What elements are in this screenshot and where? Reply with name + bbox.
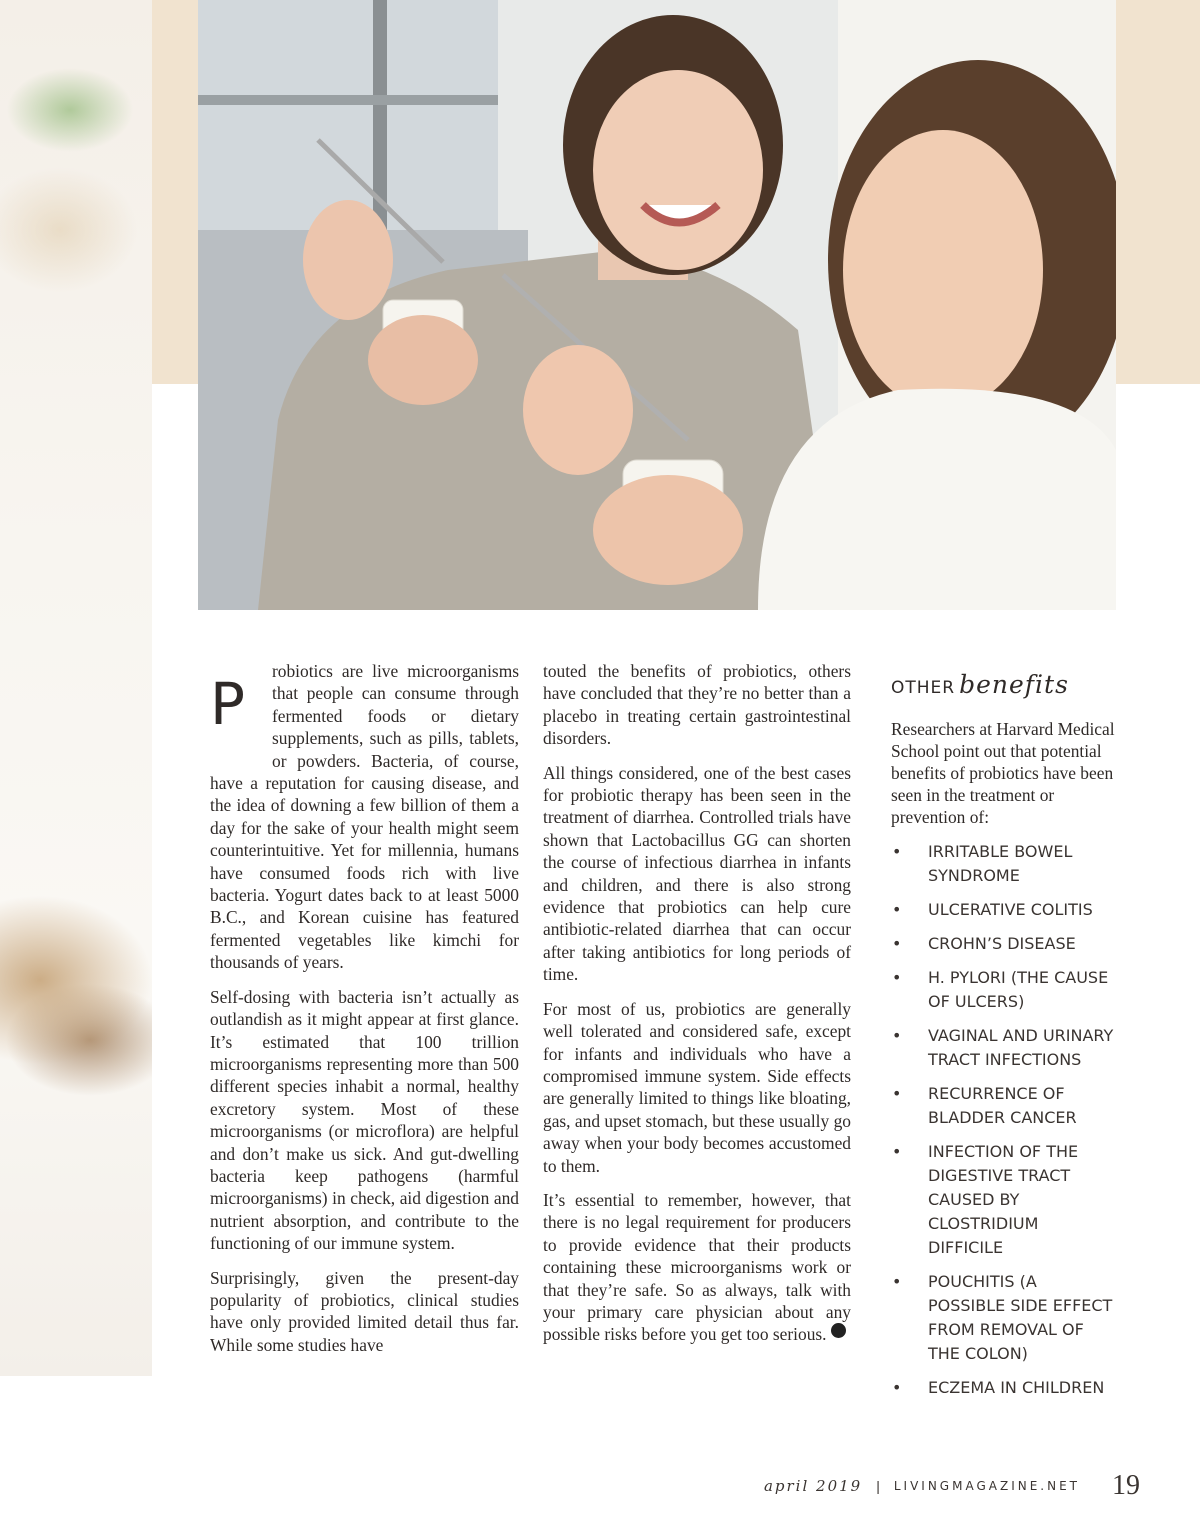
article-paragraph: Surprisingly, given the present-day popularity of probiotics, clinical studies have only provided limited detail thus far. While some studies have [210, 1267, 519, 1355]
sidebar-intro: Researchers at Harvard Medical School point out that potential benefits of probiotics have been seen in the treatment or prevention of: [891, 719, 1115, 827]
article-paragraph: For most of us, probiotics are generally well tolerated and considered safe, except for infants and individuals who have a compromised immune system. Side effects are generally limited to things like bloating, gas, and upset stomach, but these usually go away when your body becomes accustomed to them. [543, 998, 851, 1176]
bullet-icon: • [892, 900, 902, 919]
bullet-icon: • [892, 842, 902, 861]
bullet-icon: • [892, 1026, 902, 1045]
drop-cap: P [210, 670, 245, 738]
list-item: • ECZEMA IN CHILDREN [891, 1376, 1117, 1400]
sidebar-other-benefits [891, 668, 1117, 1410]
bullet-icon: • [892, 1084, 902, 1103]
list-item: • INFECTION OF THE DIGESTIVE TRACT CAUSED BY CLOSTRIDIUM DIFFICILE [892, 1142, 1079, 1257]
list-item: • RECURRENCE OF BLADDER CANCER [892, 1084, 1077, 1127]
page-footer [764, 1466, 1140, 1506]
article-paragraph: P robiotics are live microorganisms that people can consume through fermented foods or dietary supplements, such as pills, tablets, or powders. Bacteria, of course, have a reputation for causing disease, and the idea of downing a few billion of them a day for the sake of your health might seem counterintuitive. Yet for millennia, humans have consumed foods rich with live bacteria. Yogurt dates back to at least 5000 B.C., and Korean cuisine has featured fermented vegetables like kimchi for thousands of years. [210, 661, 519, 973]
article-paragraph: All things considered, one of the best cases for probiotic therapy has been seen in the treatment of diarrhea. Controlled trials have shown that Lactobacillus GG can shorten the course of infectious diarrhea in infants and children, and there is also strong evidence that probiotics can help cure antibiotic-related diarrhea that can occur after taking antibiotics for long periods of time. [543, 762, 851, 985]
end-mark-icon [831, 1323, 846, 1338]
bullet-icon: • [892, 1142, 902, 1161]
list-item: • POUCHITIS (A POSSIBLE SIDE EFFECT FROM REMOVAL OF THE COLON) [892, 1272, 1113, 1363]
article-column-1 [210, 660, 519, 1368]
article-paragraph: Self-dosing with bacteria isn’t actually as outlandish as it might appear at first glance. It’s estimated that 100 trillion microorganisms representing more than 500 different species inhabit a normal, healthy excretory system. Most of these microorganisms (or microflora) are helpful and don’t make us sick. And gut-dwelling bacteria keep pathogens (harmful microorganisms) in check, aid digestion and nutrient absorption, and contribute to the functioning of our immune system. [210, 986, 519, 1254]
sidebar-heading: OTHER benefits [891, 670, 1069, 699]
list-item: • CROHN’S DISEASE [891, 932, 1117, 956]
footer-separator: | [876, 1478, 880, 1494]
bullet-icon: • [892, 1272, 902, 1291]
bullet-icon: • [892, 968, 902, 987]
site-url: LIVINGMAGAZINE.NET [893, 1479, 1080, 1493]
benefits-list [891, 840, 1117, 1400]
list-item: • H. PYLORI (THE CAUSE OF ULCERS) [892, 968, 1109, 1011]
article-paragraph: touted the benefits of probiotics, others have concluded that they’re no better than a placebo in treating certain gastrointestinal disorders. [543, 661, 851, 749]
article-column-2 [543, 660, 851, 1358]
list-item: • VAGINAL AND URINARY TRACT INFECTIONS [892, 1026, 1114, 1069]
decorative-food-photo [0, 0, 152, 1376]
issue-date: april 2019 [763, 1477, 863, 1495]
list-item: • ULCERATIVE COLITIS [891, 898, 1117, 922]
hero-photo [198, 0, 1116, 610]
bullet-icon: • [892, 934, 902, 953]
list-item: • IRRITABLE BOWEL SYNDROME [892, 842, 1073, 885]
bullet-icon: • [892, 1378, 902, 1397]
page-number: 19 [1112, 1470, 1140, 1501]
article-paragraph: It’s essential to remember, however, that there is no legal requirement for producers to provide evidence that their products containing these microorganisms work or that they’re safe. So as always, talk with your primary care physician about any possible risks before you get too serious. [543, 1189, 851, 1345]
